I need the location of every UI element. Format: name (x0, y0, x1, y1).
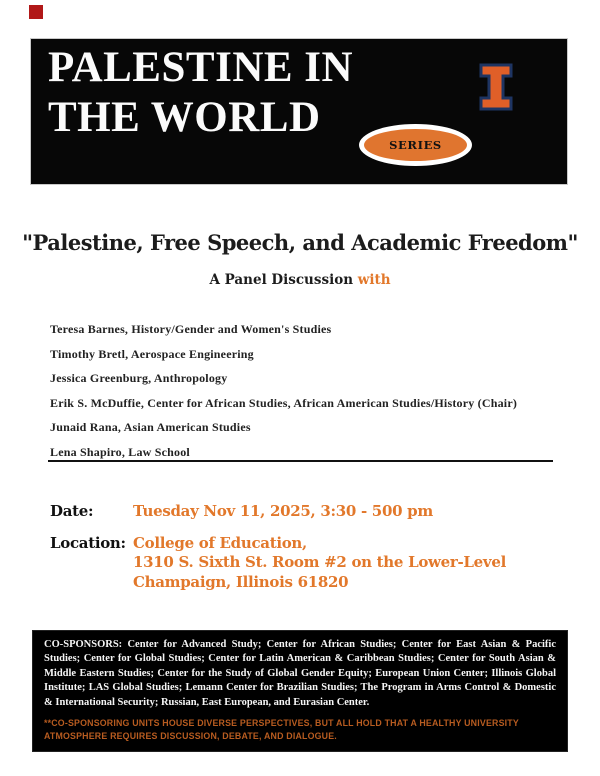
banner-title-line2: THE WORLD (48, 94, 321, 141)
location-line: 1310 S. Sixth St. Room #2 on the Lower-Level (133, 553, 506, 572)
panelist-row: Junaid Rana, Asian American Studies (50, 420, 251, 435)
panelist-row: Teresa Barnes, History/Gender and Women's Studies (50, 322, 332, 336)
panelist-row: Erik S. McDuffie, Center for African Studies, African American Studies/History (Chair) (50, 395, 518, 410)
panelist-row: Lena Shapiro, Law School (50, 444, 190, 459)
disclaimer-text: **CO-SPONSORING UNITS HOUSE DIVERSE PERSPECTIVES, BUT ALL HOLD THAT A HEALTHY UNIVERSITY ATMOSPHERE REQUIRES DISCUSSION, DEBATE, AND DIALOGUE. (44, 718, 519, 741)
panelist-row: Timothy Bretl, Aerospace Engineering (50, 346, 254, 361)
location-line: College of Education, (133, 534, 307, 552)
banner-title (48, 43, 353, 143)
date-value: Tuesday Nov 11, 2025, 3:30 - 500 pm (133, 502, 433, 520)
panelist-row: Jessica Greenburg, Anthropology (50, 371, 228, 386)
cosponsors-text (44, 638, 556, 710)
banner-title-line1: PALESTINE IN (48, 44, 354, 91)
location-label: Location: (50, 534, 126, 552)
date-label: Date: (50, 502, 94, 520)
panelist-list (50, 317, 560, 465)
location-line: Champaign, Illinois 61820 (133, 572, 349, 591)
location-value (133, 534, 506, 592)
divider-line (48, 460, 553, 462)
series-badge (359, 124, 472, 166)
event-title: "Palestine, Free Speech, and Academic Freedom" (22, 230, 578, 255)
cosponsors-box (32, 630, 568, 752)
event-subtitle (0, 272, 600, 288)
cosponsors-label: CO-SPONSORS: (44, 639, 123, 650)
red-marker (29, 5, 43, 19)
series-badge-label: SERIES (389, 138, 442, 152)
cosponsors-body: Center for Advanced Study; Center for African Studies; Center for East Asian & Pacific Studies; Center for Global Studies; Center for Latin American & Caribbean Studies; Center for South Asian & Middle Eastern Studies; Center for the Study of Global Gender Equity; European Union Center; Illinois Global Institute; LAS Global Studies; Lemann Center for Brazilian Studies; The Program in Arms Control & Domestic & International Security; Russian, East European, and Eurasian Center. (44, 639, 556, 708)
subtitle-prefix: A Panel Discussion (209, 272, 358, 288)
banner (30, 38, 568, 185)
subtitle-highlight: with (357, 272, 391, 288)
illinois-block-i-icon (478, 62, 514, 112)
